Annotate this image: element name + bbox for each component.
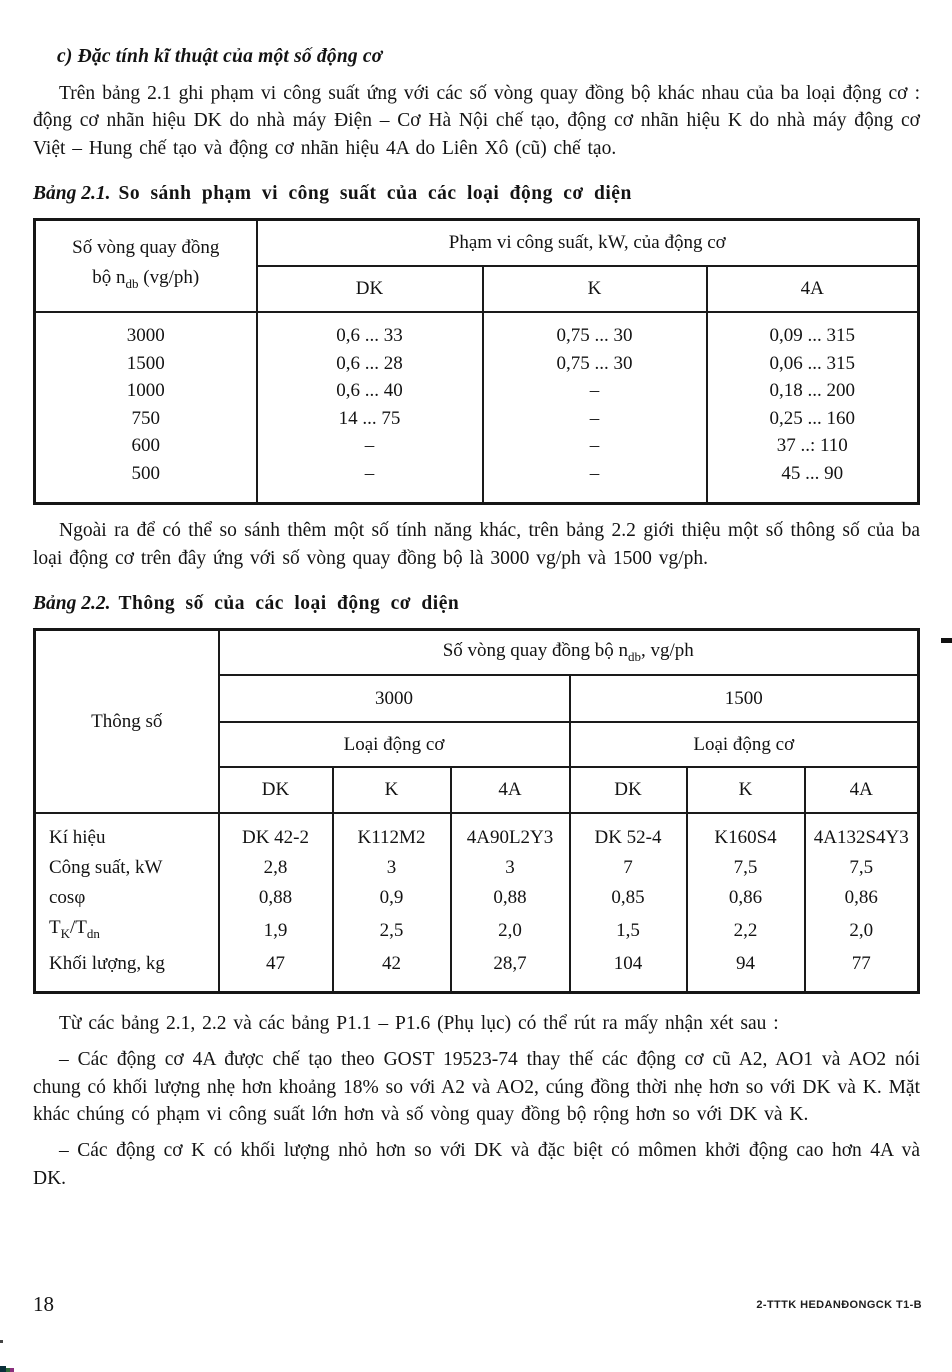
cell-value: 3 [333,853,451,883]
table1-col-header-dk: DK [257,266,483,312]
bullet-4a-motors: – Các động cơ 4A được chế tạo theo GOST 19523-74 thay thế các động cơ cũ A2, AO1 và AO2 nói chung có khối lượng nhẹ hơn khoảng 18% so với A2 và AO2, cúng đồng thời nhẹ hơn so với DK và K. Mặt khác chúng có phạm vi công suất lớn hơn và số vòng quay đồng bộ rộng hơn so với DK và K. [33,1049,920,1126]
table-2-2 [33,628,920,994]
table-row [35,630,919,676]
cell-4a: 0,18 ... 200 [707,377,919,405]
cell-4a: 45 ... 90 [707,460,919,504]
table2-col-header: DK [219,767,333,813]
table-row [35,220,919,267]
cell-value: 2,0 [805,913,919,949]
table1-caption-text: So sánh phạm vi công suất của các loại động cơ diện [118,183,632,205]
table2-span-header: Số vòng quay đồng bộ $n_{db}$, vg/ph [219,630,919,676]
cell-value: 47 [219,949,333,993]
cell-value: 0,88 [219,883,333,913]
table2-col-header: K [687,767,805,813]
cell-value: 3 [451,853,570,883]
cell-4a: 0,09 ... 315 [707,312,919,350]
cell-k: 0,75 ... 30 [483,312,707,350]
cell-value: K112M2 [333,813,451,853]
cell-4a: 37 ..: 110 [707,432,919,460]
table1-col-header-k: K [483,266,707,312]
cell-k: – [483,405,707,433]
cell-4a: 0,06 ... 315 [707,350,919,378]
cell-value: 0,9 [333,883,451,913]
table1-span-header: Phạm vi công suất, kW, của động cơ [257,220,919,267]
table-row [35,377,919,405]
cell-value: 2,0 [451,913,570,949]
cell-k: 0,75 ... 30 [483,350,707,378]
table-row [35,813,919,853]
table-row [35,460,919,504]
cell-value: DK 52-4 [570,813,687,853]
table-2-1 [33,218,920,505]
cell-speed: 3000 [35,312,257,350]
cell-value: 0,86 [687,883,805,913]
cell-dk: – [257,432,483,460]
table2-caption-label: Bảng 2.2. [33,593,111,615]
table1-corner-line1: Số vòng quay đồng [72,237,220,259]
cell-dk: 0,6 ... 40 [257,377,483,405]
table1-corner-line2: bộ $n_{db}$ (vg/ph) [92,267,200,292]
table2-caption-text: Thông số của các loại động cơ diện [118,593,460,615]
table2-caption [33,593,920,615]
cell-value: 1,5 [570,913,687,949]
cell-k: – [483,460,707,504]
cell-speed: 1000 [35,377,257,405]
cell-value: 4A132S4Y3 [805,813,919,853]
cell-speed: 500 [35,460,257,504]
paragraph-between-tables: Ngoài ra để có thể so sánh thêm một số tính năng khác, trên bảng 2.2 giới thiệu một số thông số của ba loại động cơ trên đây ứng với số vòng quay đồng bộ là 3000 vg/ph và 1500 vg/ph. [33,520,920,569]
cell-value: 0,88 [451,883,570,913]
cell-speed: 600 [35,432,257,460]
scan-artifact [0,1340,3,1343]
cell-value: 28,7 [451,949,570,993]
cell-4a: 0,25 ... 160 [707,405,919,433]
paragraph-intro: Trên bảng 2.1 ghi phạm vi công suất ứng với các số vòng quay đồng bộ khác nhau của ba loại động cơ : động cơ nhãn hiệu DK do nhà máy Điện – Cơ Hà Nội chế tạo, động cơ nhãn hiệu K do nhà máy động cơ Việt – Hung chế tạo và động cơ nhãn hiệu 4A do Liên Xô (cũ) chế tạo. [33,83,920,159]
cell-k: – [483,432,707,460]
cell-value: 2,8 [219,853,333,883]
cell-value: 94 [687,949,805,993]
cell-value: 77 [805,949,919,993]
table2-col-header: K [333,767,451,813]
table-row [35,913,919,949]
cell-value: DK 42-2 [219,813,333,853]
section-heading: c) Đặc tính kĩ thuật của một số động cơ [57,46,383,67]
row-label: cosφ [35,883,219,913]
cell-dk: – [257,460,483,504]
page-number: 18 [33,1292,54,1316]
row-label-tk-tdn: $T_K/T_{dn}$ [35,913,219,949]
table-row [35,949,919,993]
cell-value: 0,86 [805,883,919,913]
table1-caption-label: Bảng 2.1. [33,183,111,205]
printer-signature: 2-TTTK HEDANĐONGCK T1-B [756,1298,922,1311]
table2-col-header: 4A [805,767,919,813]
table1-col-header-4a: 4A [707,266,919,312]
table2-group-label-right: Loại động cơ [570,722,919,767]
row-label: Công suất, kW [35,853,219,883]
cell-value: 104 [570,949,687,993]
table2-speed-1500: 1500 [570,675,919,722]
table-row [35,883,919,913]
cell-value: 42 [333,949,451,993]
cell-dk: 0,6 ... 28 [257,350,483,378]
cell-value: 7,5 [687,853,805,883]
page-footer [33,1292,922,1317]
row-label: Khối lượng, kg [35,949,219,993]
table-row [35,312,919,350]
cell-dk: 14 ... 75 [257,405,483,433]
table-row [35,405,919,433]
table2-group-label-left: Loại động cơ [219,722,570,767]
cell-value: 2,5 [333,913,451,949]
table2-speed-3000: 3000 [219,675,570,722]
paragraph-conclusion: Từ các bảng 2.1, 2.2 và các bảng P1.1 – P1.6 (Phụ lục) có thể rút ra mấy nhận xét sau : [59,1012,779,1034]
cell-value: 7 [570,853,687,883]
table-row [35,853,919,883]
table1-caption [33,183,920,205]
cell-value: 2,2 [687,913,805,949]
cell-value: 7,5 [805,853,919,883]
cell-value: K160S4 [687,813,805,853]
cell-value: 1,9 [219,913,333,949]
cell-speed: 1500 [35,350,257,378]
cell-value: 0,85 [570,883,687,913]
row-label: Kí hiệu [35,813,219,853]
table2-corner-header: Thông số [35,630,219,814]
scan-artifact [10,1368,14,1372]
cell-k: – [483,377,707,405]
table2-col-header: 4A [451,767,570,813]
table2-col-header: DK [570,767,687,813]
table-row [35,350,919,378]
bullet-k-motors: – Các động cơ K có khối lượng nhỏ hơn so với DK và đặc biệt có mômen khởi động cao hơn 4A và DK. [33,1140,920,1189]
scan-artifact [941,638,952,643]
table1-corner-header [35,220,257,313]
table-row [35,432,919,460]
cell-value: 4A90L2Y3 [451,813,570,853]
cell-speed: 750 [35,405,257,433]
cell-dk: 0,6 ... 33 [257,312,483,350]
